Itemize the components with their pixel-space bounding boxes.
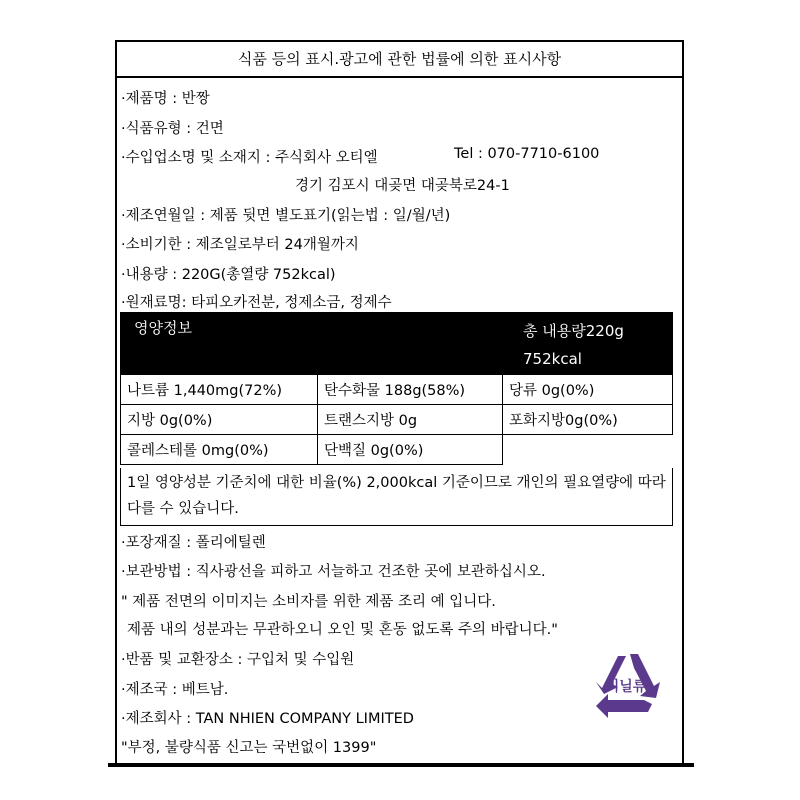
manufacturer: ·제조회사 : TAN NHIEN COMPANY LIMITED xyxy=(121,711,414,727)
manufacture-date: ·제조연월일 : 제품 뒷면 별도표기(읽는법 : 일/월/년) xyxy=(121,208,451,224)
expiry-date: ·소비기한 : 제조일로부터 24개월까지 xyxy=(121,237,359,253)
nutrient-carbs: 탄수화물 188g(58%) xyxy=(318,375,503,405)
origin-country: ·제조국 : 베트남. xyxy=(121,682,229,698)
storage: ·보관방법 : 직사광선을 피하고 서늘하고 건조한 곳에 보관하십시오. xyxy=(121,564,546,580)
importer: ·수입업소명 및 소재지 : 주식회사 오티엘 xyxy=(121,150,378,166)
nutrient-cholesterol: 콜레스테롤 0mg(0%) xyxy=(121,435,318,465)
bottom-rule xyxy=(108,763,694,767)
nutrition-total xyxy=(523,317,624,373)
recycle-mark-text: 비닐류 xyxy=(605,679,647,695)
label-title: 식품 등의 표시.광고에 관한 법률에 의한 표시사항 xyxy=(117,42,682,78)
nutrient-sodium: 나트륨 1,440mg(72%) xyxy=(121,375,318,405)
recycle-vinyl-icon xyxy=(582,642,668,722)
returns: ·반품 및 교환장소 : 구입처 및 수입원 xyxy=(121,652,355,668)
nutrition-table xyxy=(120,374,673,465)
net-content: ·내용량 : 220G(총열량 752kcal) xyxy=(121,267,336,283)
food-label xyxy=(115,40,684,765)
nutrient-empty xyxy=(503,435,673,465)
nutrient-fat: 지방 0g(0%) xyxy=(121,405,318,435)
packaging: ·포장재질 : 폴리에틸렌 xyxy=(121,535,266,551)
nutrition-title: 영양정보 xyxy=(134,319,192,337)
nutrition-header xyxy=(120,312,673,374)
product-name: ·제품명 : 반짱 xyxy=(121,91,210,107)
nutrient-sat-fat: 포화지방0g(0%) xyxy=(503,405,673,435)
report-hotline: "부정, 불량식품 신고는 국번없이 1399" xyxy=(121,740,377,756)
nutrition-total-kcal: 752kcal xyxy=(523,350,582,368)
importer-address: 경기 김포시 대곶면 대곶북로24-1 xyxy=(295,178,510,194)
image-note-line2: 제품 내의 성분과는 무관하오니 오인 및 혼동 없도록 주의 바랍니다." xyxy=(127,622,558,638)
ingredients: ·원재료명: 타피오카전분, 정제소금, 정제수 xyxy=(121,295,392,311)
importer-tel: Tel : 070-7710-6100 xyxy=(454,146,600,162)
nutrient-trans-fat: 트랜스지방 0g xyxy=(318,405,503,435)
nutrient-sugars: 당류 0g(0%) xyxy=(503,375,673,405)
nutrition-note: 1일 영양성분 기준치에 대한 비율(%) 2,000kcal 기준이므로 개인의 필요열량에 따라 다를 수 있습니다. xyxy=(120,468,673,526)
image-note-line1: " 제품 전면의 이미지는 소비자를 위한 제품 조리 예 입니다. xyxy=(121,594,496,610)
nutrition-total-content: 총 내용량220g xyxy=(523,322,624,340)
nutrient-protein: 단백질 0g(0%) xyxy=(318,435,503,465)
food-type: ·식품유형 : 건면 xyxy=(121,121,224,137)
